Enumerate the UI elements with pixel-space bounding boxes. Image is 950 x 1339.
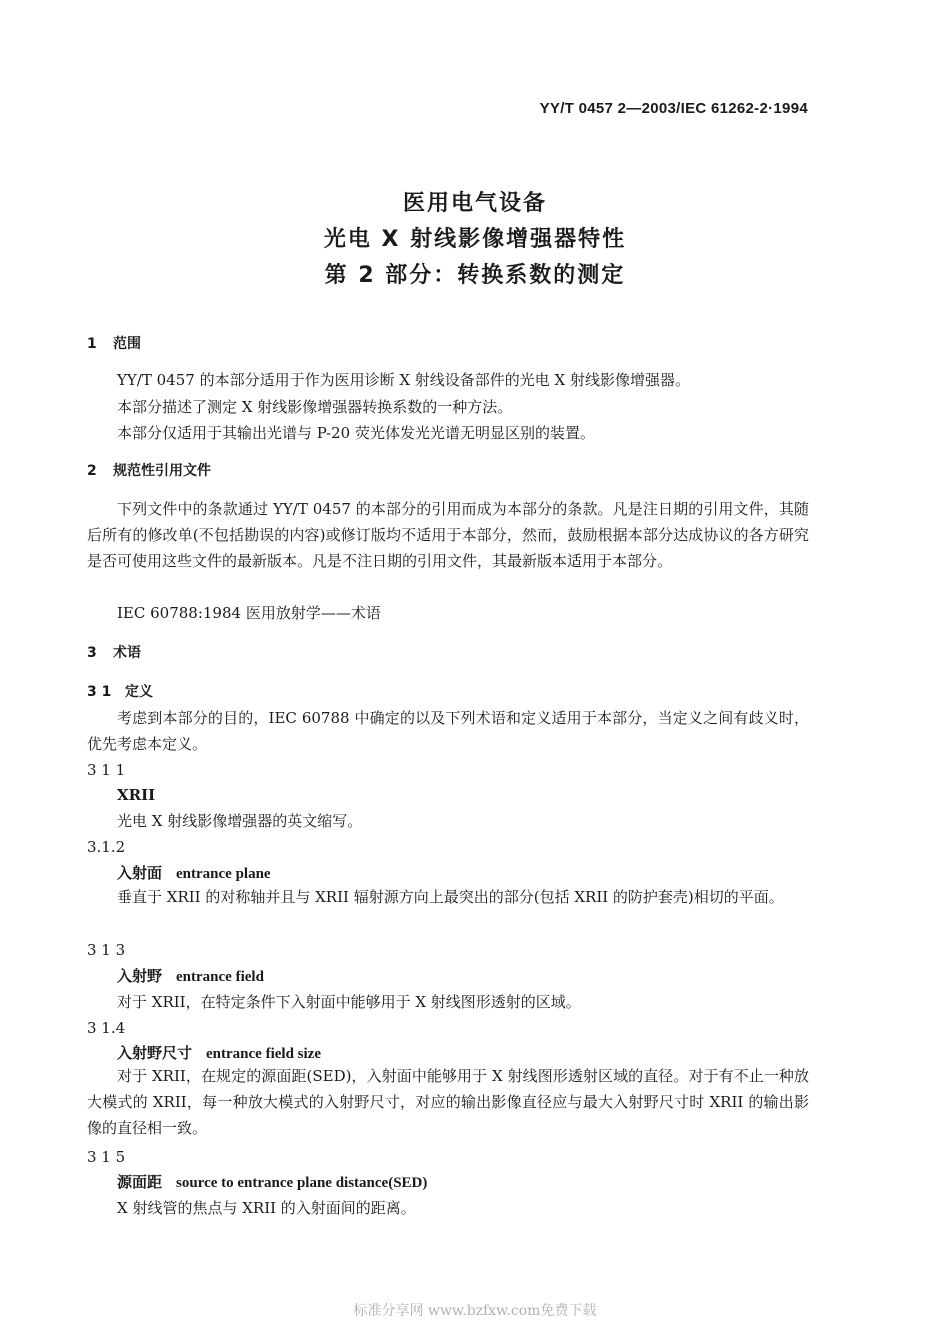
term-heading	[117, 785, 155, 805]
section-title: 规范性引用文件	[113, 463, 211, 479]
clause-number: 3 1 5	[87, 1148, 126, 1166]
normative-reference: IEC 60788:1984 医用放射学——术语	[117, 604, 381, 622]
paragraph: 本部分描述了测定 X 射线影像增强器转换系数的一种方法。	[117, 398, 513, 416]
term-en: source to entrance plane distance(SED)	[176, 1175, 428, 1191]
term-zh: XRII	[117, 786, 156, 804]
term-zh: 入射面	[117, 864, 163, 882]
section-number: 2	[87, 463, 97, 479]
paragraph: 下列文件中的条款通过 YY/T 0457 的本部分的引用而成为本部分的条款。凡是注日期的引用文件，其随后所有的修改单(不包括勘误的内容)或修订版均不适用于本部分，然而，鼓励根据本部分达成协议的各方研究是否可使用这些文件的最新版本。凡是不注日期的引用文件，其最新版本适用于本部分。	[87, 500, 809, 570]
definition: 对于 XRII，在特定条件下入射面中能够用于 X 射线图形透射的区域。	[117, 993, 581, 1011]
title-line-3: 第 2 部分：转换系数的测定	[324, 263, 626, 288]
term-en: entrance field	[176, 969, 264, 985]
term-zh: 入射野	[117, 967, 163, 985]
subsection-3-1-heading	[87, 682, 153, 702]
term-zh: 源面距	[117, 1173, 163, 1191]
clause-number: 3.1.2	[87, 838, 126, 856]
section-number: 1	[87, 336, 97, 352]
definition: 光电 X 射线影像增强器的英文缩写。	[117, 812, 363, 830]
section-number: 3	[87, 645, 97, 661]
paragraph: 考虑到本部分的目的，IEC 60788 中确定的以及下列术语和定义适用于本部分，当定义之间有歧义时，优先考虑本定义。	[87, 709, 809, 753]
definition: 对于 XRII，在规定的源面距(SED)，入射面中能够用于 X 射线图形透射区域的直径。对于有不止一种放大模式的 XRII，每一种放大模式的入射野尺寸，对应的输出影像直径应与最大入射野尺寸时 XRII 的输出影像的直径相一致。	[87, 1067, 809, 1137]
term-zh: 入射野尺寸	[117, 1044, 193, 1062]
definition: X 射线管的焦点与 XRII 的入射面间的距离。	[117, 1199, 416, 1217]
term-heading	[117, 966, 264, 987]
section-title: 范围	[113, 336, 141, 352]
term-heading	[117, 1043, 321, 1064]
term-en: entrance plane	[176, 866, 271, 882]
clause-number: 3 1 3	[87, 941, 126, 959]
term-heading	[117, 863, 271, 884]
watermark-footer: 标准分享网 www.bzfxw.com免费下载	[353, 1303, 597, 1319]
section-title: 术语	[113, 645, 141, 661]
term-en: entrance field size	[206, 1046, 321, 1062]
clause-number: 3 1 1	[87, 761, 126, 779]
subsection-number: 3 1	[87, 684, 112, 700]
term-heading	[117, 1172, 427, 1193]
title-line-1: 医用电气设备	[402, 191, 547, 216]
section-3-heading	[87, 643, 141, 663]
clause-number: 3 1.4	[87, 1019, 126, 1037]
subsection-title: 定义	[125, 684, 153, 700]
definition: 垂直于 XRII 的对称轴并且与 XRII 辐射源方向上最突出的部分(包括 XRII 的防护套壳)相切的平面。	[117, 888, 784, 906]
title-line-2: 光电 X 射线影像增强器特性	[323, 227, 627, 252]
standard-code: YY/T 0457 2—2003/IEC 61262-2·1994	[539, 100, 808, 117]
paragraph: 本部分仅适用于其输出光谱与 P-20 荧光体发光光谱无明显区别的装置。	[117, 424, 595, 442]
section-1-heading	[87, 334, 141, 354]
paragraph: YY/T 0457 的本部分适用于作为医用诊断 X 射线设备部件的光电 X 射线影像增强器。	[117, 371, 691, 389]
section-2-heading	[87, 461, 211, 481]
